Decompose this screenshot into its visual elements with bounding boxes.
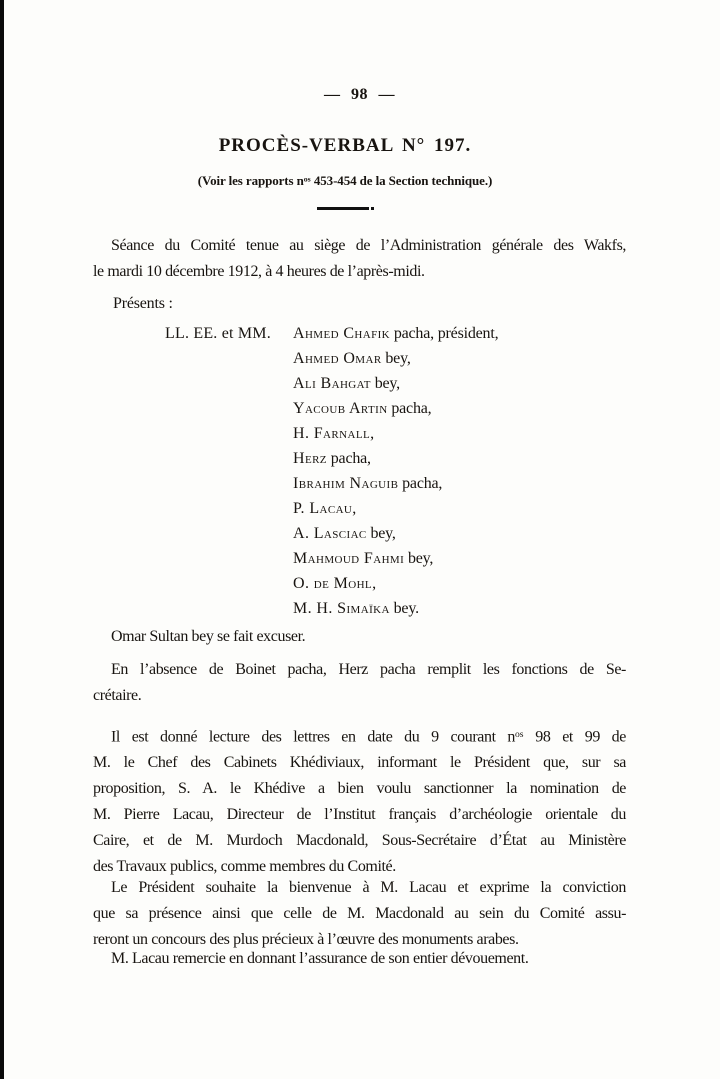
text-line: Le Président souhaite la bienvenue à M. Lacau et exprime la conviction [111,879,626,896]
attendee-title: pacha, [398,475,443,492]
attendee-name: M. H. Simaïka [293,600,390,617]
paragraph-letters [93,722,626,880]
letters-line1-post: 98 et 99 de [523,728,626,746]
paragraph-excused [93,624,626,650]
letters-line1-pre: Il est donné lecture des lettres en date du 9 courant n [111,728,515,746]
attendee-name: Herz [293,450,327,467]
text-line: que sa présence ainsi que celle de M. Macdonald au sein du Comité assu- [93,905,626,922]
text-line: M. le Chef des Cabinets Khédiviaux, informant le Président que, sur sa [93,754,626,772]
attendee-title: pacha, [387,400,432,417]
text-line: Séance du Comité tenue au siège de l’Administration générale des Wakfs, [111,237,626,254]
paragraph-welcome [93,875,626,953]
divider-dot [371,207,374,210]
attendee-title: , [372,575,376,592]
attendee-name: Yacoub Artin [293,400,388,417]
attendee-row [293,346,720,371]
attendee-title: bey, [366,525,396,542]
section-divider [52,207,638,210]
text-line: En l’absence de Boinet pacha, Herz pacha remplit les fonctions de Se- [111,661,626,678]
attendee-row [293,396,720,421]
attendee-title: bey, [381,350,411,367]
attendee-title: bey. [389,600,419,617]
text-line: Caire, et de M. Murdoch Macdonald, Sous-Secrétaire d’État au Ministère [93,832,626,850]
attendee-row [293,371,720,396]
attendee-title: bey, [370,375,400,392]
attendees-list [0,321,720,621]
attendee-title: pacha, président, [390,325,499,342]
attendee-title: pacha, [326,450,371,467]
subtitle-text-pre: (Voir les rapports n [197,173,304,188]
text-line: crétaire. [93,687,142,704]
attendee-title: , [370,425,374,442]
paragraph-session-intro [93,233,626,285]
presents-label: Présents : [113,295,173,312]
text-line: des Travaux publics, comme membres du Comité. [93,858,396,876]
page-number: — 98 — [324,86,395,103]
text-line [93,722,626,750]
attendee-name: P. Lacau [293,500,353,517]
attendee-row [293,546,720,571]
attendee-name: Ahmed Chafik [293,325,391,342]
divider-rule [317,207,369,210]
attendee-row [293,321,720,346]
text-line: le mardi 10 décembre 1912, à 4 heures de l’après-midi. [93,263,425,280]
attendee-name: O. de Mohl [293,575,373,592]
attendee-title: , [352,500,357,517]
paragraph-secretary [93,657,626,709]
document-title: PROCÈS-VERBAL N° 197. [218,135,472,156]
attendee-row [293,496,720,521]
attendee-row [293,446,720,471]
text-line: Omar Sultan bey se fait excuser. [111,628,306,645]
attendee-name: Ali Bahgat [293,375,371,392]
attendee-name: Mahmoud Fahmi [293,550,405,567]
attendees-prefix: LL. EE. et MM. [165,325,271,342]
attendee-row [293,571,720,596]
attendee-name: H. Farnall [293,425,371,442]
document-subtitle [52,173,638,189]
text-line: M. Pierre Lacau, Directeur de l’Institut français d’archéologie orientale du [93,806,626,824]
text-line: M. Lacau remercie en donnant l’assurance de son entier dévouement. [111,950,529,967]
attendee-name: Ibrahim Naguib [293,475,399,492]
text-line: reront un concours des plus précieux à l’œuvre des monuments arabes. [93,931,519,948]
attendee-name: Ahmed Omar [293,350,382,367]
attendee-name: A. Lasciac [293,525,367,542]
letters-superscript: os [515,729,524,740]
attendee-row [293,596,720,621]
subtitle-superscript: os [303,174,311,184]
text-line: proposition, S. A. le Khédive a bien voulu sanctionner la nomination de [93,780,626,798]
paragraph-thanks [93,946,626,972]
subtitle-text-post: 453-454 de la Section technique.) [310,173,493,188]
attendee-row [293,521,720,546]
attendee-title: bey, [404,550,434,567]
attendee-row [293,421,720,446]
attendee-row [293,471,720,496]
